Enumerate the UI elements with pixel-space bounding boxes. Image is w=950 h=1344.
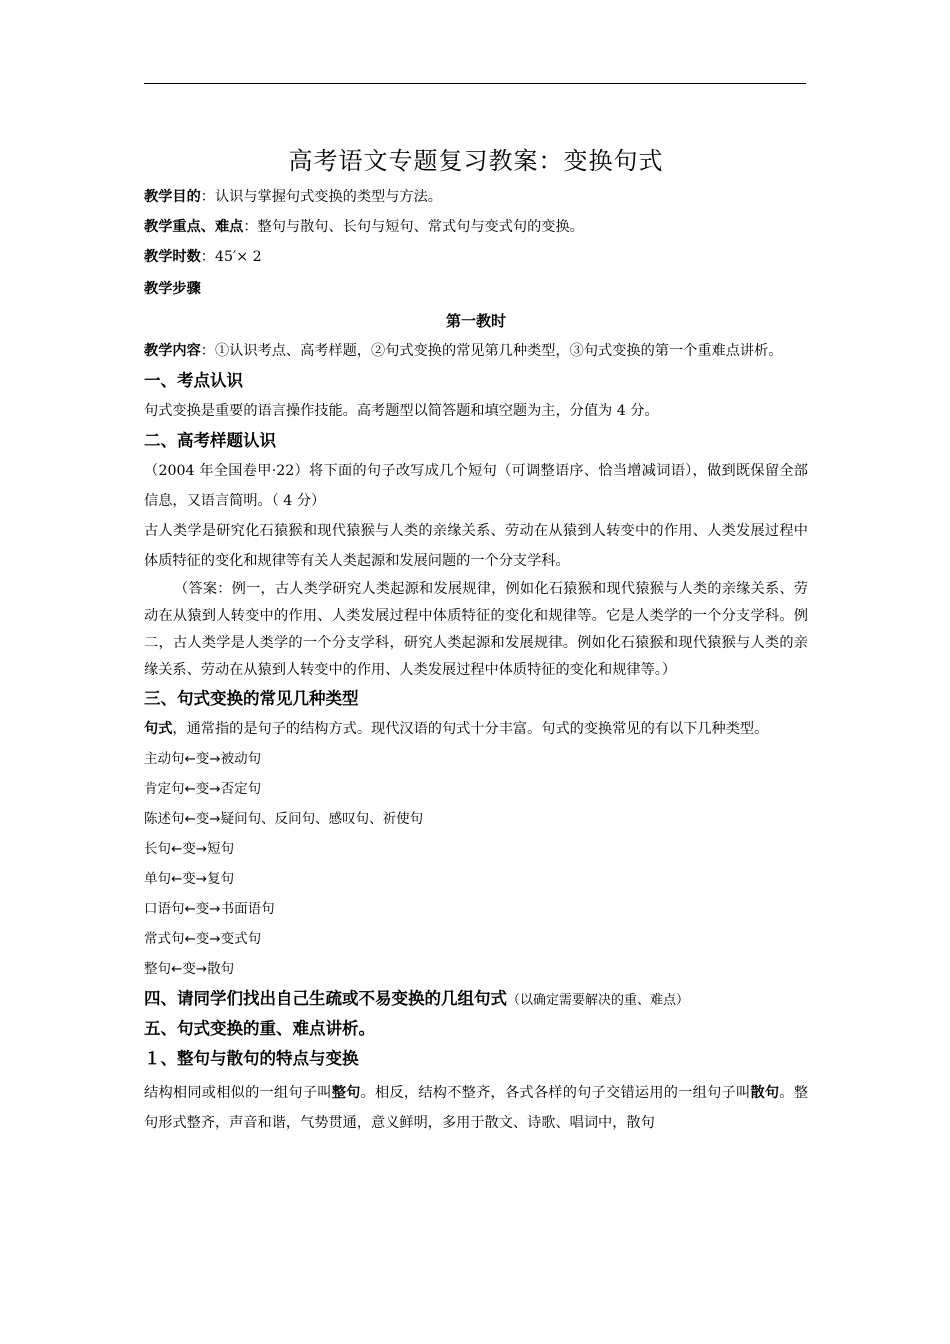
section-5-heading: 五、句式变换的重、难点讲析。 [144,1019,375,1038]
term-sanju: 散句 [750,1085,780,1101]
keypoints-label: 教学重点、难点 [144,219,244,235]
list-item: 常式句←变→变式句 [144,931,262,947]
lesson-heading: 第一教时 [445,312,506,330]
paragraph-text: 。整句形式整齐，声音和谐，气势贯通，意义鲜明，多用于散文、诗歌、唱词中，散句 [144,1085,808,1131]
objective-label: 教学目的 [144,189,201,205]
steps-label: 教学步骤 [144,281,201,297]
list-item: 单句←变→复句 [144,871,235,887]
list-item: 长句←变→短句 [144,841,235,857]
paragraph-text: 结构相同或相似的一组句子叫 [144,1085,332,1101]
list-item: 主动句←变→被动句 [144,751,262,767]
content-paragraph [144,336,808,366]
sample-sentence: 古人类学是研究化石猿猴和现代猿猴与人类的亲缘关系、劳动在从猿到人转变中的作用、人类发展过程中体质特征的变化和规律等有关人类起源和发展问题的一个分支学科。 [144,523,808,569]
section-3-intro-text: ，通常指的是句子的结构方式。现代汉语的句式十分丰富。句式的变换常见的有以下几种类型。 [172,721,769,737]
section-3-intro [144,714,808,744]
section-3-intro-term: 句式 [144,721,173,737]
term-zhengju: 整句 [331,1085,361,1101]
sample-question: （2004 年全国卷甲·22）将下面的句子改写成几个短句（可调整语序、恰当增减词语），做到既保留全部信息，又语言简明。（ 4 分） [144,463,808,509]
objective-line [144,182,808,212]
hours-text: ：45′× 2 [200,249,262,265]
section-1-text: 句式变换是重要的语言操作技能。高考题型以简答题和填空题为主，分值为 4 分。 [144,403,659,419]
section-4-note: （以确定需要解决的重、难点） [507,993,690,1008]
list-item: 口语句←变→书面语句 [144,901,275,917]
hours-label: 教学时数 [144,249,201,265]
section-2-heading: 二、高考样题认识 [144,431,276,450]
list-item: 陈述句←变→疑问句、反问句、感叹句、祈使句 [144,811,424,827]
list-item: 肯定句←变→否定句 [144,781,262,797]
document-title: 高考语文专题复习教案：变换句式 [288,147,664,175]
sentence-type-list [144,744,808,984]
subsection-1-paragraph [144,1078,808,1138]
objective-text: ：认识与掌握句式变换的类型与方法。 [200,189,442,205]
content-label: 教学内容 [144,343,201,359]
hours-line [144,242,808,272]
section-3-heading: 三、句式变换的常见几种类型 [144,689,359,708]
section-4-title: 四、请同学们找出自己生疏或不易变换的几组句式 [144,989,507,1008]
keypoints-line [144,212,808,242]
paragraph-text: 。相反，结构不整齐，各式各样的句子交错运用的一组句子叫 [360,1085,751,1101]
section-4-heading [144,984,808,1014]
document-body [144,140,808,1138]
subsection-1-heading: １、整句与散句的特点与变换 [144,1049,359,1068]
header-rule [144,83,806,84]
sample-answer: （答案：例一，古人类学研究人类起源和发展规律，例如化石猿猴和现代猿猴与人类的亲缘关系、劳动在从猿到人转变中的作用、人类发展过程中体质特征的变化和规律等。它是人类学的一个分支学科。例二，古人类学是人类学的一个分支学科，研究人类起源和发展规律。例如化石猿猴和现代猿猴与人类的亲缘关系、劳动在从猿到人转变中的作用、人类发展过程中体质特征的变化和规律等。） [144,581,808,678]
section-1-heading: 一、考点认识 [144,371,243,390]
content-text: ：①认识考点、高考样题，②句式变换的常见第几种类型，③句式变换的第一个重难点讲析。 [200,343,783,359]
list-item: 整句←变→散句 [144,961,235,977]
keypoints-text: ：整句与散句、长句与短句、常式句与变式句的变换。 [243,219,584,235]
